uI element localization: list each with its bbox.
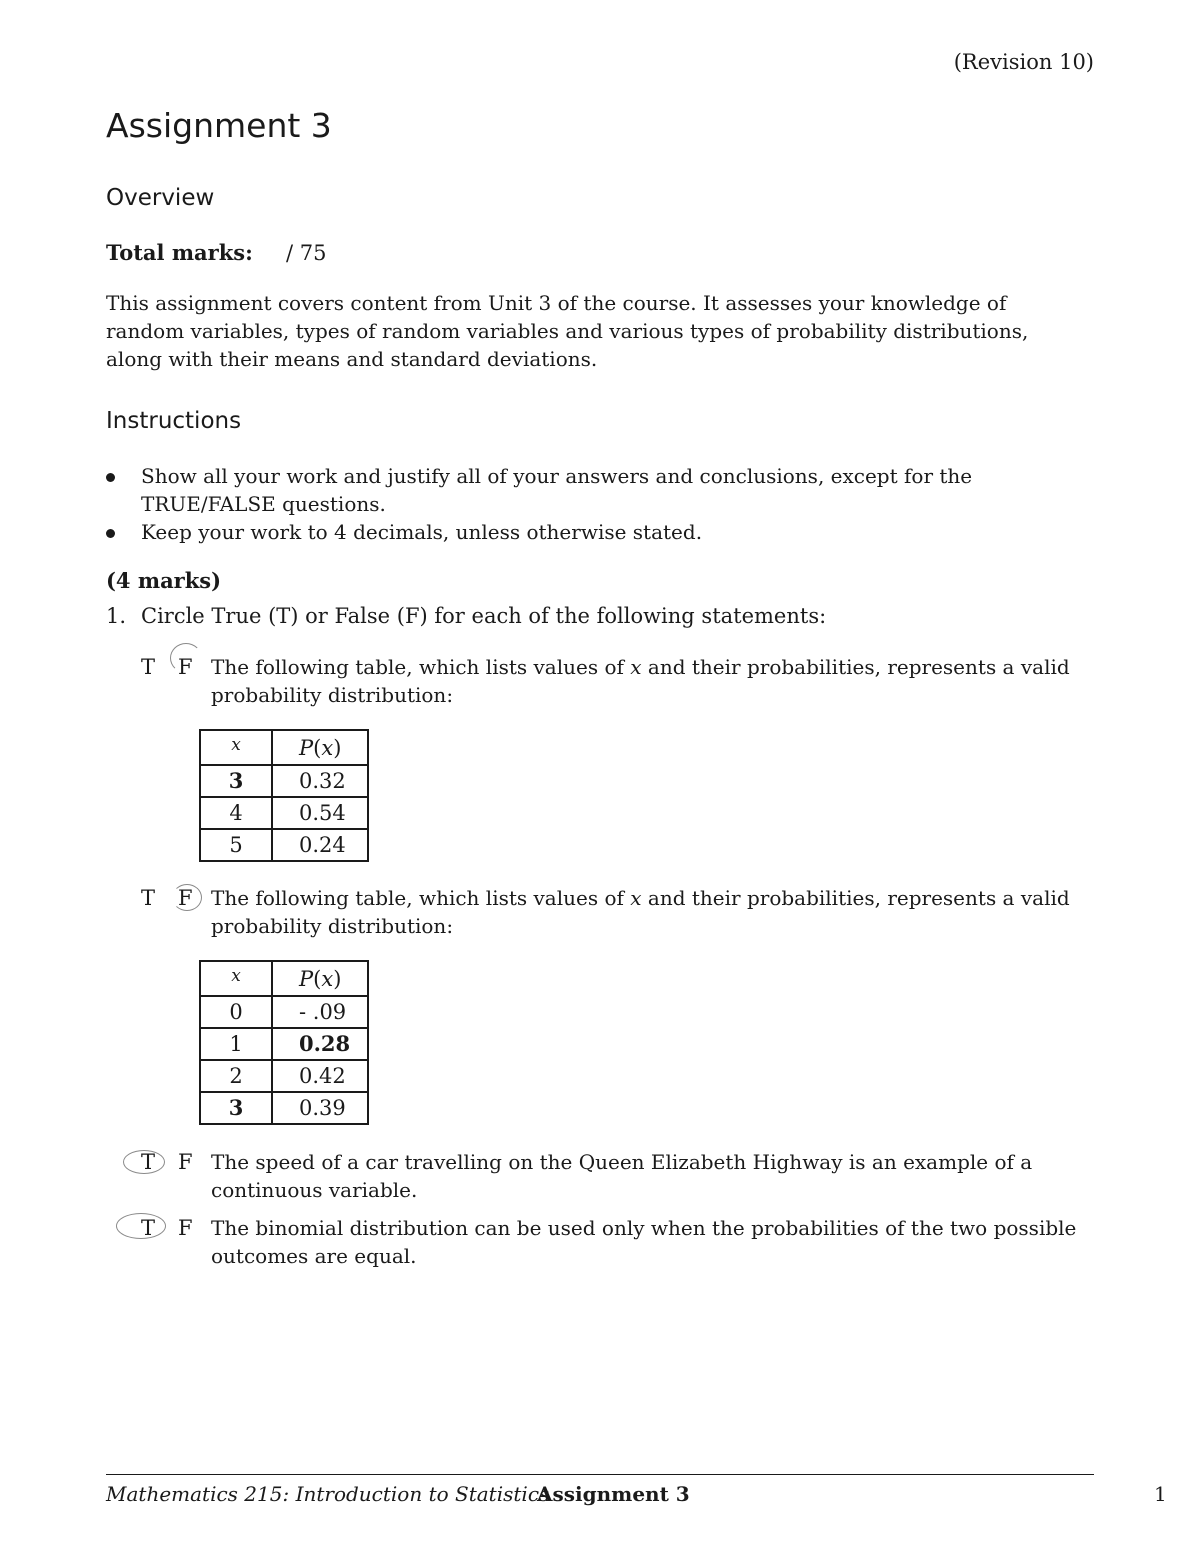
table-header-row xyxy=(200,961,368,996)
footer-course-title: Mathematics 215: Introduction to Statistics xyxy=(106,1482,550,1506)
footer-divider xyxy=(106,1474,1094,1475)
overview-heading: Overview xyxy=(106,185,215,211)
statement-4-true-option[interactable]: T xyxy=(141,1216,156,1240)
page-number: 1 xyxy=(1154,1482,1167,1506)
table-cell-x: 4 xyxy=(200,797,272,829)
total-marks-label: Total marks: xyxy=(106,240,253,265)
header-p-paren: ) xyxy=(333,966,342,991)
table-header-row xyxy=(200,730,368,765)
total-marks-value: / 75 xyxy=(286,241,327,265)
bullet-icon xyxy=(106,529,115,538)
statement-text-part: and their probabilities, represents a valid probability distribution: xyxy=(211,886,1070,938)
statement-2-text xyxy=(211,884,1101,940)
table-cell-x: 3 xyxy=(200,1092,272,1124)
table-row xyxy=(200,829,368,861)
variable-x: x xyxy=(630,886,642,910)
table-row xyxy=(200,797,368,829)
statement-3-circle-mark xyxy=(123,1150,165,1174)
table-cell-p: 0.54 xyxy=(272,797,368,829)
overview-description: This assignment covers content from Unit 3 of the course. It assesses your knowledge of random variables, types of random variables and various types of probability distributions, along with their means and standard deviations. xyxy=(106,291,1029,371)
table-cell-p: 0.32 xyxy=(272,765,368,797)
statement-3-false-option[interactable]: F xyxy=(178,1150,193,1174)
table-cell-x: 1 xyxy=(200,1028,272,1060)
variable-x: x xyxy=(630,655,642,679)
table-header-x: x xyxy=(200,730,272,765)
table-cell-x: 0 xyxy=(200,996,272,1028)
table-cell-p: 0.28 xyxy=(272,1028,368,1060)
statement-2-true-option[interactable]: T xyxy=(141,886,156,910)
statement-4-text: The binomial distribution can be used only when the probabilities of the two possible outcomes are equal. xyxy=(211,1216,1077,1268)
question-prompt: Circle True (T) or False (F) for each of the following statements: xyxy=(141,604,827,628)
table-header-x: x xyxy=(200,961,272,996)
table-cell-p: 0.42 xyxy=(272,1060,368,1092)
probability-table-2 xyxy=(199,960,369,1125)
footer-assignment-title: Assignment 3 xyxy=(537,1482,690,1506)
header-p-paren: ) xyxy=(333,735,342,760)
table-row xyxy=(200,996,368,1028)
instruction-item xyxy=(106,462,1086,518)
table-cell-x: 5 xyxy=(200,829,272,861)
statement-text-part: The following table, which lists values of xyxy=(211,655,631,679)
statement-2-circle-mark xyxy=(172,884,202,911)
question-number: 1. xyxy=(106,604,127,628)
statement-1-circle-mark xyxy=(170,643,202,673)
table-row xyxy=(200,765,368,797)
table-row xyxy=(200,1092,368,1124)
header-p-var: P xyxy=(299,966,314,991)
question-marks: (4 marks) xyxy=(106,568,222,593)
statement-1-false-option[interactable]: F xyxy=(178,655,193,679)
table-cell-p: 0.24 xyxy=(272,829,368,861)
statement-3-text: The speed of a car travelling on the Queen Elizabeth Highway is an example of a continuous variable. xyxy=(211,1150,1033,1202)
instruction-item xyxy=(106,518,1086,546)
statement-2-false-option[interactable]: F xyxy=(178,886,193,910)
table-header-px xyxy=(272,961,368,996)
header-p-paren: ( xyxy=(313,966,322,991)
table-cell-p: - .09 xyxy=(272,996,368,1028)
instruction-text: Show all your work and justify all of your answers and conclusions, except for the TRUE/FALSE questions. xyxy=(141,464,973,516)
header-p-paren: ( xyxy=(313,735,322,760)
header-p-var: P xyxy=(299,735,314,760)
instructions-heading: Instructions xyxy=(106,408,242,434)
header-p-arg: x xyxy=(321,735,334,760)
statement-3-true-option[interactable]: T xyxy=(141,1150,156,1174)
table-cell-x: 3 xyxy=(200,765,272,797)
table-header-px xyxy=(272,730,368,765)
statement-4-false-option[interactable]: F xyxy=(178,1216,193,1240)
statement-text-part: The following table, which lists values of xyxy=(211,886,631,910)
header-p-arg: x xyxy=(321,966,334,991)
instructions-list xyxy=(106,462,1086,546)
page-title: Assignment 3 xyxy=(106,106,332,145)
table-row xyxy=(200,1060,368,1092)
table-row xyxy=(200,1028,368,1060)
table-cell-p: 0.39 xyxy=(272,1092,368,1124)
instruction-text: Keep your work to 4 decimals, unless otherwise stated. xyxy=(141,520,703,544)
statement-1-true-option[interactable]: T xyxy=(141,655,156,679)
statement-1-text xyxy=(211,653,1101,709)
revision-label: (Revision 10) xyxy=(953,50,1094,74)
statement-4-circle-mark xyxy=(116,1213,166,1239)
table-cell-x: 2 xyxy=(200,1060,272,1092)
probability-table-1 xyxy=(199,729,369,862)
bullet-icon xyxy=(106,473,115,482)
statement-text-part: and their probabilities, represents a valid probability distribution: xyxy=(211,655,1070,707)
